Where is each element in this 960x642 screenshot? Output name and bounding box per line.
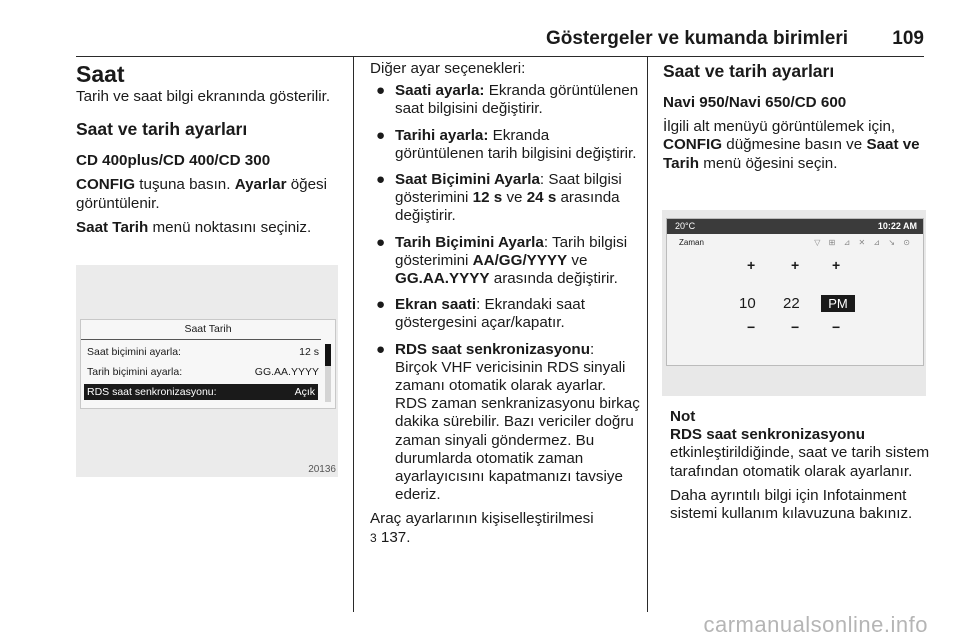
column-divider-1 [353,56,354,612]
ampm-minus-icon: − [832,319,841,335]
note-heading: RDS saat senkronizasyonu [670,426,865,444]
screen-subtitle: Zaman [679,238,704,247]
paragraph-2: Saat Tarih menü noktasını seçiniz. [76,218,312,236]
subsection-heading: Saat ve tarih ayarları [76,119,248,140]
list-item: ● Saati ayarla: Ekranda görüntülenen saat bilgisini değiştirir. [376,82,639,118]
display-screen [80,319,336,409]
list-item: ● Ekran saati: Ekrandaki saat göstergesini açar/kapatır. [376,296,585,332]
note-box [670,408,932,523]
status-bar [667,219,923,234]
column-1 [76,60,342,237]
list-item: ● Tarihi ayarla: Ekranda görüntülenen tarih bilgisini değiştirir. [376,126,637,162]
screen-title-rule [81,339,321,340]
list-item: ● Tarih Biçimini Ayarla: Tarih bilgisi gösterimini AA/GG/YYYY ve GG.AA.YYYY arasında değiştirir. [376,233,628,288]
temperature: 20°C [675,221,696,231]
scrollbar-thumb [325,344,331,366]
intro-text: Tarih ve saat bilgi ekranında gösterilir. [76,88,331,105]
note-text: etkinleştirildiğinde, saat ve tarih sistem tarafından otomatik olarak ayarlanır. [670,444,930,480]
figure-number: 20136 [308,464,336,475]
menu-row: Saat biçimini ayarla: 12 s [87,346,319,358]
menu-row: Tarih biçimini ayarla: GG.AA.YYYY [87,366,319,378]
page-header [0,24,960,56]
display-screen [666,218,924,366]
watermark: carmanualsonline.info [703,612,928,637]
screen-title: Saat Tarih [184,323,232,335]
menu-row-selected: RDS saat senkronizasyonu: Açık [84,384,318,400]
note-title: Not [670,408,696,425]
section-heading: Saat [76,61,125,87]
figure-clock-screen [662,210,926,396]
status-icons: ▽ ⊞ ⊿ ✕ ⊿ ↘ ⊙ [814,238,913,247]
column-divider-2 [647,56,648,612]
header-rule [76,56,924,57]
page-number: 109 [892,28,924,49]
page-ref-arrow-icon: 3 [370,530,377,545]
chapter-title: Göstergeler ve kumanda birimleri [545,28,848,49]
subsection-heading: Saat ve tarih ayarları [663,61,835,81]
paragraph-1: CONFIG tuşuna basın. Ayarlar öğesi görüntülenir. [76,176,328,212]
model-heading: Navi 950/Navi 650/CD 600 [663,94,847,111]
clock: 10:22 AM [877,221,917,231]
scrollbar [325,344,331,402]
options-list [370,82,640,504]
figure-saat-tarih-screen [76,265,338,477]
minute-value: 22 [783,295,800,312]
list-item: ● Saat Biçimini Ayarla: Saat bilgisi gösterimini 12 s ve 24 s arasında değiştirir. [376,171,622,225]
column-2 [370,60,640,547]
ampm-value: PM [821,295,855,312]
config-key: CONFIG [76,176,136,194]
hour-plus-icon: + [747,257,756,273]
paragraph-1: İlgili alt menüyü görüntülemek için, CONFIG düğmesine basın ve Saat ve Tarih menü öğesini seçin. [663,118,920,172]
note-paragraph-2: Daha ayrıntılı bilgi için Infotainment sistemi kullanım kılavuzuna bakınız. [670,486,913,523]
column-3 [663,60,928,173]
hour-value: 10 [739,295,756,312]
ampm-plus-icon: + [832,257,841,273]
list-item: ● RDS saat senkronizasyonu: Birçok VHF vericisinin RDS sinyali zamanı otomatik olarak ayarlar. RDS zaman senkranizasyonu birkaç dakika sürebilir. Bazı vericiler doğru zaman sinyali göndermez. Bu durumlarda otomatik zaman ayarlayıcısını kapatmanızı tavsiye ederiz. [376,340,640,504]
minute-plus-icon: + [791,257,800,273]
minute-minus-icon: − [791,319,800,335]
model-heading: CD 400plus/CD 400/CD 300 [76,152,271,170]
options-intro: Diğer ayar seçenekleri: [370,60,526,77]
hour-minus-icon: − [747,319,756,335]
cross-reference: Araç ayarlarının kişiselleştirilmesi 3 137. [370,510,594,546]
